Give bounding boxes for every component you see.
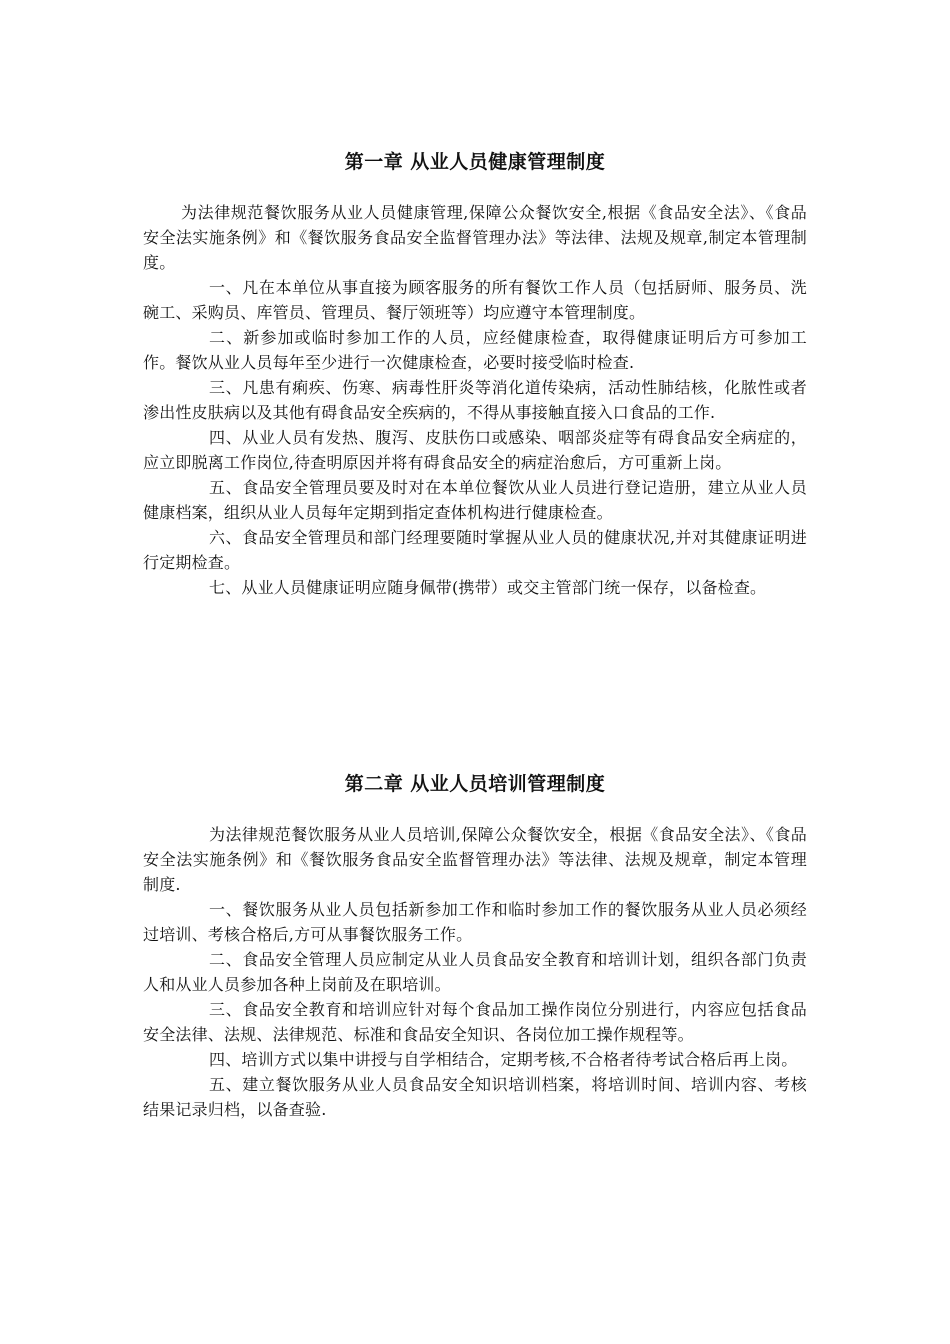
clause-paragraph: 四、从业人员有发热、腹泻、皮肤伤口或感染、咽部炎症等有碍食品安全病症的，应立即脱离工作岗位,待查明原因并将有碍食品安全的病症治愈后，方可重新上岗。 (143, 428, 807, 472)
clause-paragraph: 五、建立餐饮服务从业人员食品安全知识培训档案，将培训时间、培训内容、考核结果记录归档，以备查验. (143, 1075, 807, 1119)
clause-paragraph: 三、食品安全教育和培训应针对每个食品加工操作岗位分别进行，内容应包括食品安全法律、法规、法律规范、标准和食品安全知识、各岗位加工操作规程等。 (143, 1000, 807, 1044)
clause-paragraph: 三、凡患有痢疾、伤寒、病毒性肝炎等消化道传染病，活动性肺结核，化脓性或者渗出性皮肤病以及其他有碍食品安全疾病的，不得从事接触直接入口食品的工作. (143, 378, 807, 422)
chapter-training-management (143, 770, 807, 1122)
clause-paragraph: 七、从业人员健康证明应随身佩带(携带）或交主管部门统一保存，以备检查。 (209, 578, 767, 597)
clause-paragraph: 四、培训方式以集中讲授与自学相结合，定期考核,不合格者待考试合格后再上岗。 (209, 1050, 798, 1069)
clause-paragraph: 六、食品安全管理员和部门经理要随时掌握从业人员的健康状况,并对其健康证明进行定期检查。 (143, 528, 807, 572)
chapter-title: 第二章 从业人员培训管理制度 (344, 773, 606, 795)
chapter-title: 第一章 从业人员健康管理制度 (344, 151, 606, 173)
clause-paragraph: 一、凡在本单位从事直接为顾客服务的所有餐饮工作人员（包括厨师、服务员、洗碗工、采购员、库管员、管理员、餐厅领班等）均应遵守本管理制度。 (143, 278, 807, 322)
chapter-intro-paragraph: 为法律规范餐饮服务从业人员健康管理,保障公众餐饮安全,根据《食品安全法》、《食品安全法实施条例》和《餐饮服务食品安全监督管理办法》等法律、法规及规章,制定本管理制度。 (143, 203, 807, 272)
clause-paragraph: 五、食品安全管理员要及时对在本单位餐饮从业人员进行登记造册，建立从业人员健康档案，组织从业人员每年定期到指定查体机构进行健康检查。 (143, 478, 807, 522)
chapter-intro-paragraph: 为法律规范餐饮服务从业人员培训,保障公众餐饮安全，根据《食品安全法》、《食品安全法实施条例》和《餐饮服务食品安全监督管理办法》等法律、法规及规章，制定本管理制度. (143, 825, 807, 894)
chapter-health-management (143, 148, 807, 600)
clause-paragraph: 二、食品安全管理人员应制定从业人员食品安全教育和培训计划，组织各部门负责人和从业人员参加各种上岗前及在职培训。 (143, 950, 807, 994)
clause-paragraph: 一、餐饮服务从业人员包括新参加工作和临时参加工作的餐饮服务从业人员必须经过培训、考核合格后,方可从事餐饮服务工作。 (143, 900, 807, 944)
clause-paragraph: 二、新参加或临时参加工作的人员，应经健康检查，取得健康证明后方可参加工作。餐饮从业人员每年至少进行一次健康检查，必要时接受临时检查. (143, 328, 807, 372)
